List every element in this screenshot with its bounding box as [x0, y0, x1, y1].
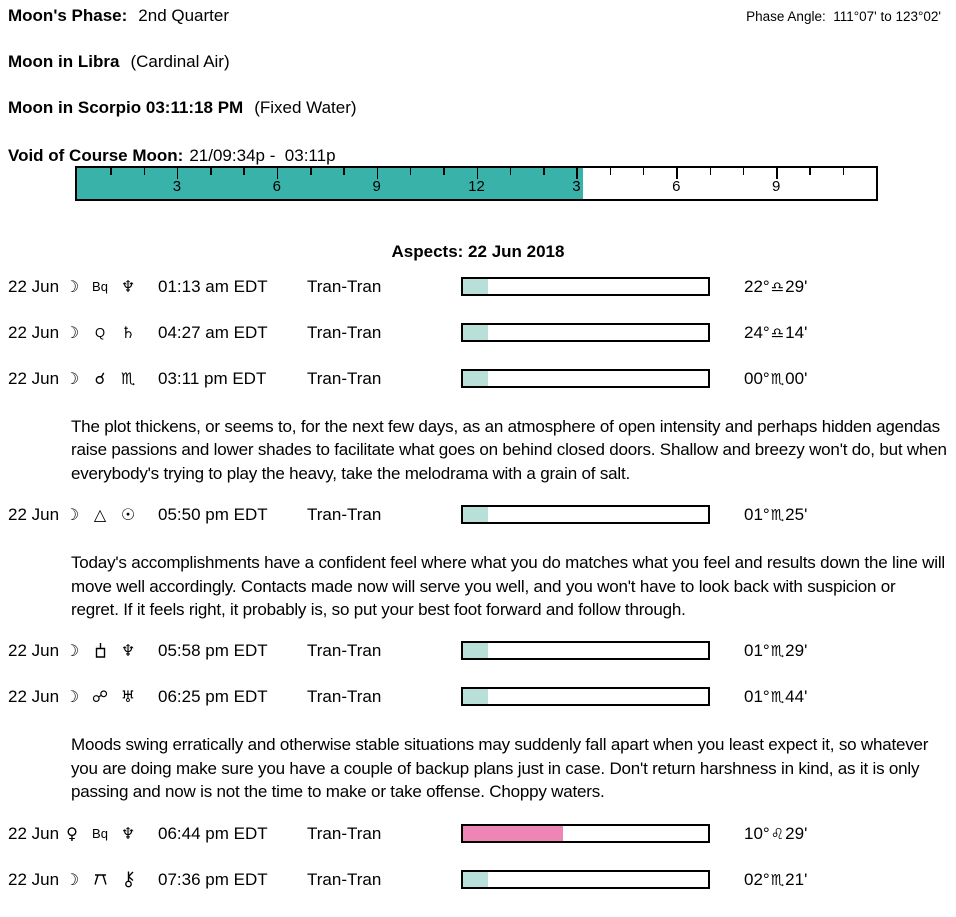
scorpio-glyph: ♏ [770, 642, 785, 661]
moon-ingress-modality: (Fixed Water) [254, 98, 357, 117]
moon-ingress-label: Moon in Scorpio 03:11:18 PM [8, 98, 244, 117]
moon-glyph: ☽ [64, 369, 80, 388]
aspect-position [744, 369, 807, 389]
aspect-date: 22 Jun [8, 641, 60, 661]
aspect-type: Tran-Tran [307, 823, 382, 843]
moon-glyph: ☽ [64, 687, 80, 707]
neptune-glyph: ♆ [120, 823, 136, 843]
ruler-hour-label: 3 [172, 178, 182, 195]
orb-bar [461, 870, 710, 889]
orb-bar [461, 323, 710, 342]
position-degrees: 00° [744, 369, 770, 388]
position-minutes: 00' [785, 369, 808, 388]
position-degrees: 02° [744, 869, 770, 889]
ruler-tick [343, 168, 345, 175]
aspects-title: Aspects: 22 Jun 2018 [391, 242, 565, 261]
ruler-hour-label: 6 [272, 178, 281, 195]
aspect-time: 01:13 am EDT [158, 277, 268, 296]
ruler-tick [543, 168, 545, 175]
moon-sign-line [8, 52, 230, 72]
aspect-type: Tran-Tran [307, 505, 382, 525]
aspect-interpretation: Moods swing erratically and otherwise stable situations may suddenly fall apart when you least expect it, so whatever you are doing make sure you have a couple of backup plans just in case. Don't return harshness in kind, as it is only passing and now is not the time to make or take offense. Choppy waters. [71, 735, 929, 802]
ruler-hour-label: 9 [372, 178, 381, 195]
aspect-time: 06:44 pm EDT [158, 823, 268, 843]
libra-glyph: ♎ [770, 324, 785, 342]
aspect-position [744, 277, 807, 297]
moon-sign-modality: (Cardinal Air) [130, 52, 230, 71]
ruler-tick [843, 168, 845, 175]
ruler-tick [510, 168, 512, 175]
aspect-row [0, 323, 956, 345]
orb-bar [461, 687, 710, 706]
ruler-hour-label: 12 [468, 178, 485, 195]
aspects-section [0, 242, 956, 916]
trine-glyph: △ [93, 505, 107, 525]
aspect-date: 22 Jun [8, 277, 60, 296]
voc-timeline-ruler [75, 166, 878, 201]
moon-phase-value: 2nd Quarter [138, 6, 230, 25]
aspect-date: 22 Jun [8, 687, 60, 707]
orb-bar-fill [463, 279, 488, 294]
scorpio-glyph: ♏ [120, 369, 136, 388]
scorpio-glyph: ♏ [770, 370, 785, 388]
void-of-course-line [8, 146, 336, 166]
neptune-glyph: ♆ [120, 277, 136, 296]
position-degrees: 10° [744, 823, 770, 843]
aspect-position [744, 824, 807, 844]
orb-bar-fill [463, 689, 488, 704]
position-minutes: 14' [785, 323, 808, 342]
aspect-glyphs [58, 687, 142, 706]
moon-glyph: ☽ [64, 323, 80, 342]
aspect-date: 22 Jun [8, 369, 60, 388]
scorpio-glyph: ♏ [770, 870, 785, 889]
orb-bar [461, 505, 710, 524]
ruler-tick [410, 168, 412, 175]
quintile-glyph: Q [94, 325, 106, 340]
orb-bar-fill [463, 325, 488, 340]
moon-glyph: ☽ [64, 277, 80, 296]
aspect-type: Tran-Tran [307, 641, 382, 661]
aspect-position [744, 687, 807, 707]
position-degrees: 01° [744, 505, 770, 525]
position-minutes: 44' [785, 687, 808, 707]
moon-glyph: ☽ [64, 869, 80, 889]
moon-glyph: ☽ [64, 641, 80, 661]
position-minutes: 29' [785, 823, 808, 843]
aspect-row [0, 870, 956, 892]
aspect-row [0, 369, 956, 391]
ruler-hour-label: 3 [572, 178, 581, 195]
aspect-glyphs [58, 870, 142, 889]
aspect-time: 05:50 pm EDT [158, 505, 268, 525]
position-minutes: 29' [785, 277, 808, 296]
orb-bar-fill [463, 826, 563, 841]
aspect-type: Tran-Tran [307, 687, 382, 707]
aspect-time: 05:58 pm EDT [158, 641, 268, 661]
leo-glyph: ♌ [770, 824, 785, 843]
aspect-interpretation: Today's accomplishments have a confident feel where what you do matches what you feel and results down the line will move well accordingly. Contacts made now will serve you well, and you won't have to look back with suspicion or regret. If it feels right, it probably is, so put your best foot forward and follow through. [71, 553, 945, 620]
moon-glyph: ☽ [64, 505, 80, 525]
position-minutes: 21' [785, 869, 808, 889]
ruler-tick [144, 168, 146, 175]
ruler-tick [643, 168, 645, 175]
orb-bar [461, 369, 710, 388]
aspect-date: 22 Jun [8, 823, 60, 843]
position-degrees: 24° [744, 323, 770, 342]
aspect-row [0, 824, 956, 846]
quincunx-glyph [86, 872, 114, 886]
aspect-row [0, 505, 956, 527]
aspect-date: 22 Jun [8, 323, 60, 342]
biquintile-glyph: Bq [92, 279, 108, 294]
moon-phase-label: Moon's Phase: [8, 6, 128, 25]
aspect-row [0, 277, 956, 299]
moon-sign-label: Moon in Libra [8, 52, 120, 71]
voc-timeline-fill [77, 168, 583, 199]
moon-phase-line [8, 6, 229, 26]
aspect-row [0, 641, 956, 663]
ruler-tick [610, 168, 612, 175]
ruler-hour-label: 9 [771, 178, 781, 195]
orb-bar-fill [463, 371, 488, 386]
aspect-time: 06:25 pm EDT [158, 687, 268, 707]
libra-glyph: ♎ [770, 278, 785, 296]
orb-bar-fill [463, 507, 488, 522]
aspect-type: Tran-Tran [307, 277, 382, 296]
ruler-tick [310, 168, 312, 175]
aspect-date: 22 Jun [8, 869, 60, 889]
aspect-list [0, 277, 956, 892]
void-of-course-label: Void of Course Moon: [8, 146, 184, 165]
biquintile-glyph: Bq [92, 825, 108, 841]
opposition-glyph: ☍ [91, 687, 109, 707]
aspect-glyphs [58, 824, 142, 843]
conjunction-glyph: ☌ [94, 369, 106, 388]
orb-bar-fill [463, 643, 488, 658]
scorpio-glyph: ♏ [770, 688, 785, 707]
aspect-glyphs [58, 277, 142, 296]
orb-bar [461, 277, 710, 296]
aspect-glyphs [58, 369, 142, 388]
aspect-time: 03:11 pm EDT [158, 369, 267, 388]
aspect-glyphs [58, 323, 142, 342]
phase-angle-value: Phase Angle: 111°07' to 123°02' [746, 9, 941, 24]
position-minutes: 29' [785, 641, 808, 661]
position-degrees: 01° [744, 641, 770, 661]
venus-glyph: ♀ [66, 823, 78, 843]
aspect-position [744, 870, 807, 890]
ruler-tick [809, 168, 811, 175]
aspect-position [744, 641, 807, 661]
sesquiquadrate-glyph [86, 642, 114, 659]
aspect-type: Tran-Tran [307, 869, 382, 889]
void-of-course-value: 21/09:34p - 03:11p [189, 146, 336, 165]
orb-bar [461, 824, 710, 843]
aspect-row [0, 687, 956, 709]
neptune-glyph: ♆ [120, 641, 136, 661]
chiron-glyph [114, 870, 142, 888]
aspect-time: 07:36 pm EDT [158, 869, 268, 889]
position-minutes: 25' [785, 505, 808, 525]
moon-ingress-line [8, 98, 357, 118]
orb-bar [461, 641, 710, 660]
uranus-glyph: ♅ [120, 687, 136, 707]
aspect-position [744, 323, 807, 343]
aspect-glyphs [58, 641, 142, 660]
saturn-glyph: ♄ [120, 323, 136, 342]
ruler-tick [210, 168, 212, 175]
aspect-date: 22 Jun [8, 505, 60, 525]
ruler-tick [443, 168, 445, 175]
aspect-glyphs [58, 505, 142, 524]
ruler-tick [743, 168, 745, 175]
scorpio-glyph: ♏ [770, 506, 785, 525]
position-degrees: 01° [744, 687, 770, 707]
orb-bar-fill [463, 872, 488, 887]
aspect-type: Tran-Tran [307, 323, 382, 342]
aspect-interpretation: The plot thickens, or seems to, for the next few days, as an atmosphere of open intensity and perhaps hidden agendas raise passions and lower shades to facilitate what goes on behind closed doors. Shallow and breezy won't do, but when everybody's trying to play the heavy, take the melodrama with a grain of salt. [71, 417, 947, 483]
sun-glyph: ☉ [120, 505, 136, 525]
ruler-tick [710, 168, 712, 175]
aspect-time: 04:27 am EDT [158, 323, 268, 342]
ruler-tick [110, 168, 112, 175]
ruler-tick [243, 168, 245, 175]
aspect-type: Tran-Tran [307, 369, 382, 388]
ruler-hour-label: 6 [672, 178, 681, 195]
position-degrees: 22° [744, 277, 770, 296]
aspect-position [744, 505, 807, 525]
